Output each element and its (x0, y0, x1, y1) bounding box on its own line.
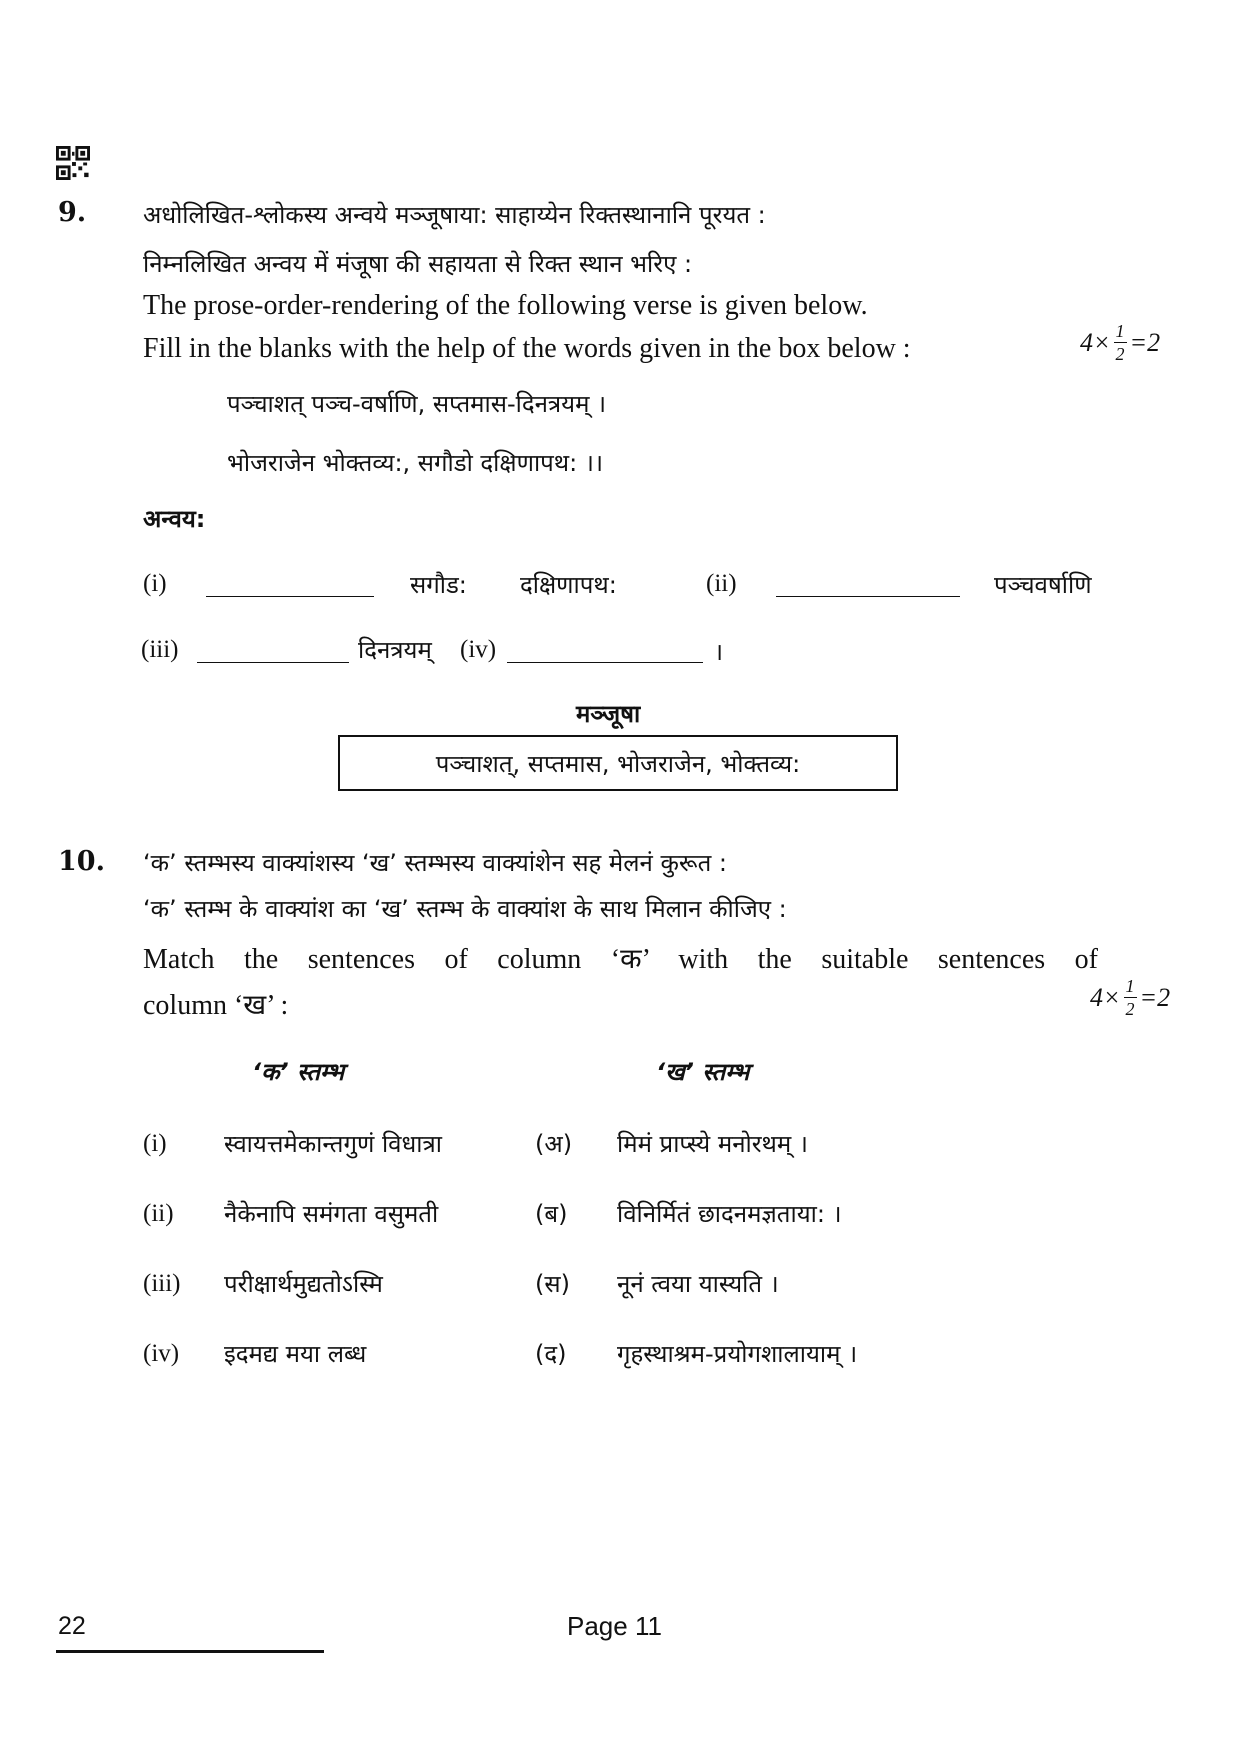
manjusha-words: पञ्चाशत्, सप्तमास, भोजराजेन, भोक्तव्य: (435, 749, 801, 778)
question-number: 9. (58, 197, 87, 228)
column-b-phrase: मिमं प्राप्स्ये मनोरथम् । (617, 1130, 808, 1158)
marks: 4× $\frac{1}{2}$ =2 (1090, 976, 1171, 1019)
item-number: (ii) (706, 570, 737, 597)
blank-field (776, 574, 960, 597)
anvaya-word: दक्षिणापथ: (520, 571, 617, 599)
column-b-key: (अ) (535, 1130, 573, 1158)
column-a-phrase: नैकेनापि समंगता वसुमती (224, 1200, 439, 1228)
row-number: (iii) (143, 1270, 181, 1297)
verse-line: पञ्चाशत् पञ्च-वर्षाणि, सप्तमास-दिनत्रयम् । (227, 390, 607, 418)
column-a-phrase: परीक्षार्थमुद्यतोऽस्मि (224, 1270, 383, 1298)
column-b-key: (स) (535, 1270, 570, 1298)
instruction-hindi: ‘क’ स्तम्भ के वाक्यांश का ‘ख’ स्तम्भ के वाक्यांश के साथ मिलान कीजिए : (143, 895, 787, 923)
qr-code-icon (56, 146, 90, 180)
instruction-sanskrit: ‘क’ स्तम्भस्य वाक्यांशस्य ‘ख’ स्तम्भस्य वाक्यांशेन सह मेलनं कुरूत : (143, 849, 727, 877)
page-code: 22 (58, 1612, 86, 1640)
column-a-phrase: स्वायत्तमेकान्तगुणं विधात्रा (224, 1130, 442, 1158)
verse-line: भोजराजेन भोक्तव्य:, सगौडो दक्षिणापथ: ।। (227, 449, 604, 477)
item-number: (iii) (141, 636, 179, 663)
row-number: (iv) (143, 1340, 180, 1367)
page-number: Page 11 (567, 1611, 662, 1641)
instruction-hindi: निम्नलिखित अन्वय में मंजूषा की सहायता से रिक्त स्थान भरिए : (143, 250, 693, 278)
footer-rule (56, 1650, 324, 1653)
row-number: (ii) (143, 1200, 174, 1227)
instruction-sanskrit: अधोलिखित-श्लोकस्य अन्वये मञ्जूषाया: साहाय्येन रिक्तस्थानानि पूरयत : (143, 201, 766, 229)
manjusha-label: मञ्जूषा (576, 700, 641, 728)
column-b-heading: ‘ख’ स्तम्भ (656, 1058, 750, 1086)
anvaya-word: पञ्चवर्षाणि (994, 571, 1092, 599)
column-b-phrase: विनिर्मितं छादनमज्ञताया: । (617, 1200, 842, 1228)
manjusha-box (338, 735, 898, 791)
item-number: (i) (143, 570, 167, 597)
instruction-english-2: column ‘ख’ : (143, 990, 289, 1021)
anvaya-label: अन्वय: (143, 505, 206, 533)
question-number: 10. (58, 846, 105, 877)
danda: । (714, 638, 724, 666)
instruction-english-1: The prose-order-rendering of the following verse is given below. (143, 290, 868, 321)
row-number: (i) (143, 1130, 167, 1157)
column-b-phrase: नूनं त्वया यास्यति । (617, 1270, 779, 1298)
column-a-phrase: इदमद्य मया लब्ध (224, 1340, 367, 1368)
blank-field (197, 640, 349, 663)
column-b-key: (द) (535, 1340, 567, 1368)
marks: 4× $\frac{1}{2}$ =2 (1080, 321, 1161, 364)
instruction-english-1: Match the sentences of column ‘क’ with the suitable sentences of (143, 944, 1098, 975)
anvaya-word: दिनत्रयम् (358, 636, 432, 664)
instruction-english-2: Fill in the blanks with the help of the words given in the box below : (143, 333, 911, 364)
column-b-key: (ब) (535, 1200, 568, 1228)
blank-field (206, 574, 374, 597)
blank-field (507, 640, 703, 663)
item-number: (iv) (460, 636, 497, 663)
column-a-heading: ‘क’ स्तम्भ (252, 1058, 345, 1086)
anvaya-word: सगौड: (410, 571, 467, 599)
column-b-phrase: गृहस्थाश्रम-प्रयोगशालायाम् । (617, 1340, 858, 1368)
